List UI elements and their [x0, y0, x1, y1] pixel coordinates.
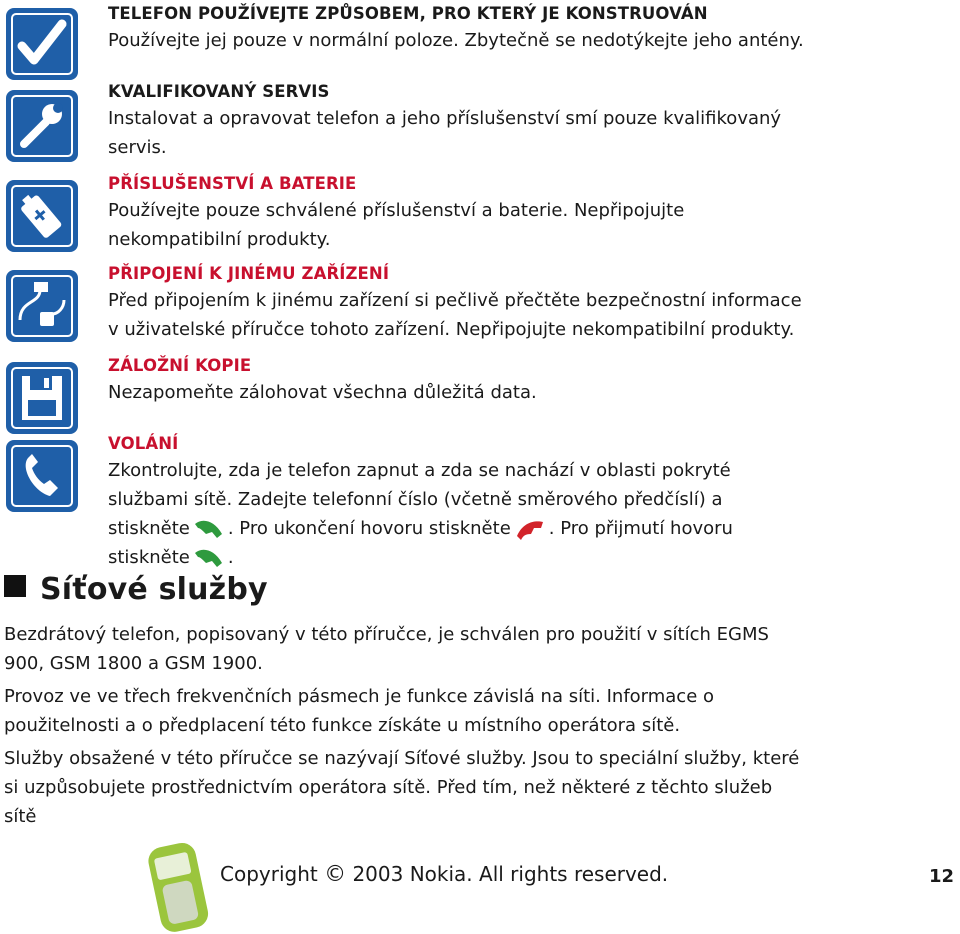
safety-item-use [108, 2, 808, 55]
text: Používejte jej pouze v normální poloze. Zbytečně se nedotýkejte jeho antény. [108, 30, 804, 51]
paragraph: Provoz ve ve třech frekvenčních pásmech je funkce závislá na síti. Informace o použitelnosti a o předplacení této funkce získáte u místního operátora sítě. [4, 686, 715, 736]
end-key-icon [513, 516, 547, 542]
text: Před připojením k jinému zařízení si pečlivě přečtěte bezpečnostní informace v uživatelské příručce tohoto zařízení. Nepřipojujte nekompatibilní produkty. [108, 290, 802, 340]
phone-handset-icon [6, 440, 78, 512]
call-key-icon [192, 516, 226, 542]
text-part: . [227, 547, 234, 568]
text-part: . Pro ukončení hovoru stiskněte [227, 518, 511, 539]
text [108, 456, 808, 572]
safety-item-accessories [108, 172, 808, 254]
text-part: Zkontrolujte, zda je telefon zapnut a zda se nachází v oblasti pokryté službami sítě. Zadejte telefonní číslo (včetně směrového předčíslí) a stiskněte [108, 460, 731, 539]
heading: ZÁLOŽNÍ KOPIE [108, 356, 252, 375]
call-key-icon [192, 545, 226, 571]
section-title [4, 572, 268, 607]
plug-icon [6, 270, 78, 342]
copyright-prefix: Copyright [220, 862, 318, 886]
safety-item-service [108, 80, 808, 162]
safety-item-connect [108, 262, 808, 344]
text: Používejte pouze schválené příslušenství a baterie. Nepřipojujte nekompatibilní produkty. [108, 200, 685, 250]
text: Instalovat a opravovat telefon a jeho příslušenství smí pouze kvalifikovaný servis. [108, 108, 782, 158]
paragraph: Bezdrátový telefon, popisovaný v této příručce, je schválen pro použití v sítích EGMS 900, GSM 1800 a GSM 1900. [4, 624, 769, 674]
safety-item-backup [108, 354, 808, 407]
paragraph: Služby obsažené v této příručce se nazývají Síťové služby. Jsou to speciální služby, které si uzpůsobujete prostřednictvím operátora sítě. Před tím, než některé z těchto služeb sítě [4, 748, 800, 827]
floppy-disk-icon [6, 362, 78, 434]
heading: PŘIPOJENÍ K JINÉMU ZAŘÍZENÍ [108, 264, 390, 283]
wrench-icon [6, 90, 78, 162]
checkmark-icon [6, 8, 78, 80]
section-title-text: Síťové služby [40, 572, 268, 607]
copyright-icon: © [324, 862, 347, 887]
page-number: 12 [928, 866, 954, 887]
square-bullet-icon [4, 575, 26, 597]
text: Nezapomeňte zálohovat všechna důležitá data. [108, 382, 537, 403]
heading: VOLÁNÍ [108, 434, 179, 453]
copyright-suffix: 2003 Nokia. All rights reserved. [352, 862, 669, 886]
battery-icon [6, 180, 78, 252]
safety-item-calling [108, 432, 808, 572]
copyright-line [220, 862, 668, 887]
heading: PŘÍSLUŠENSTVÍ A BATERIE [108, 174, 357, 193]
heading: TELEFON POUŽÍVEJTE ZPŮSOBEM, PRO KTERÝ JE KONSTRUOVÁN [108, 4, 708, 23]
text-part: . Pro přijmutí hovoru stiskněte [108, 518, 733, 568]
heading: KVALIFIKOVANÝ SERVIS [108, 82, 330, 101]
phone-product-image [140, 838, 220, 934]
